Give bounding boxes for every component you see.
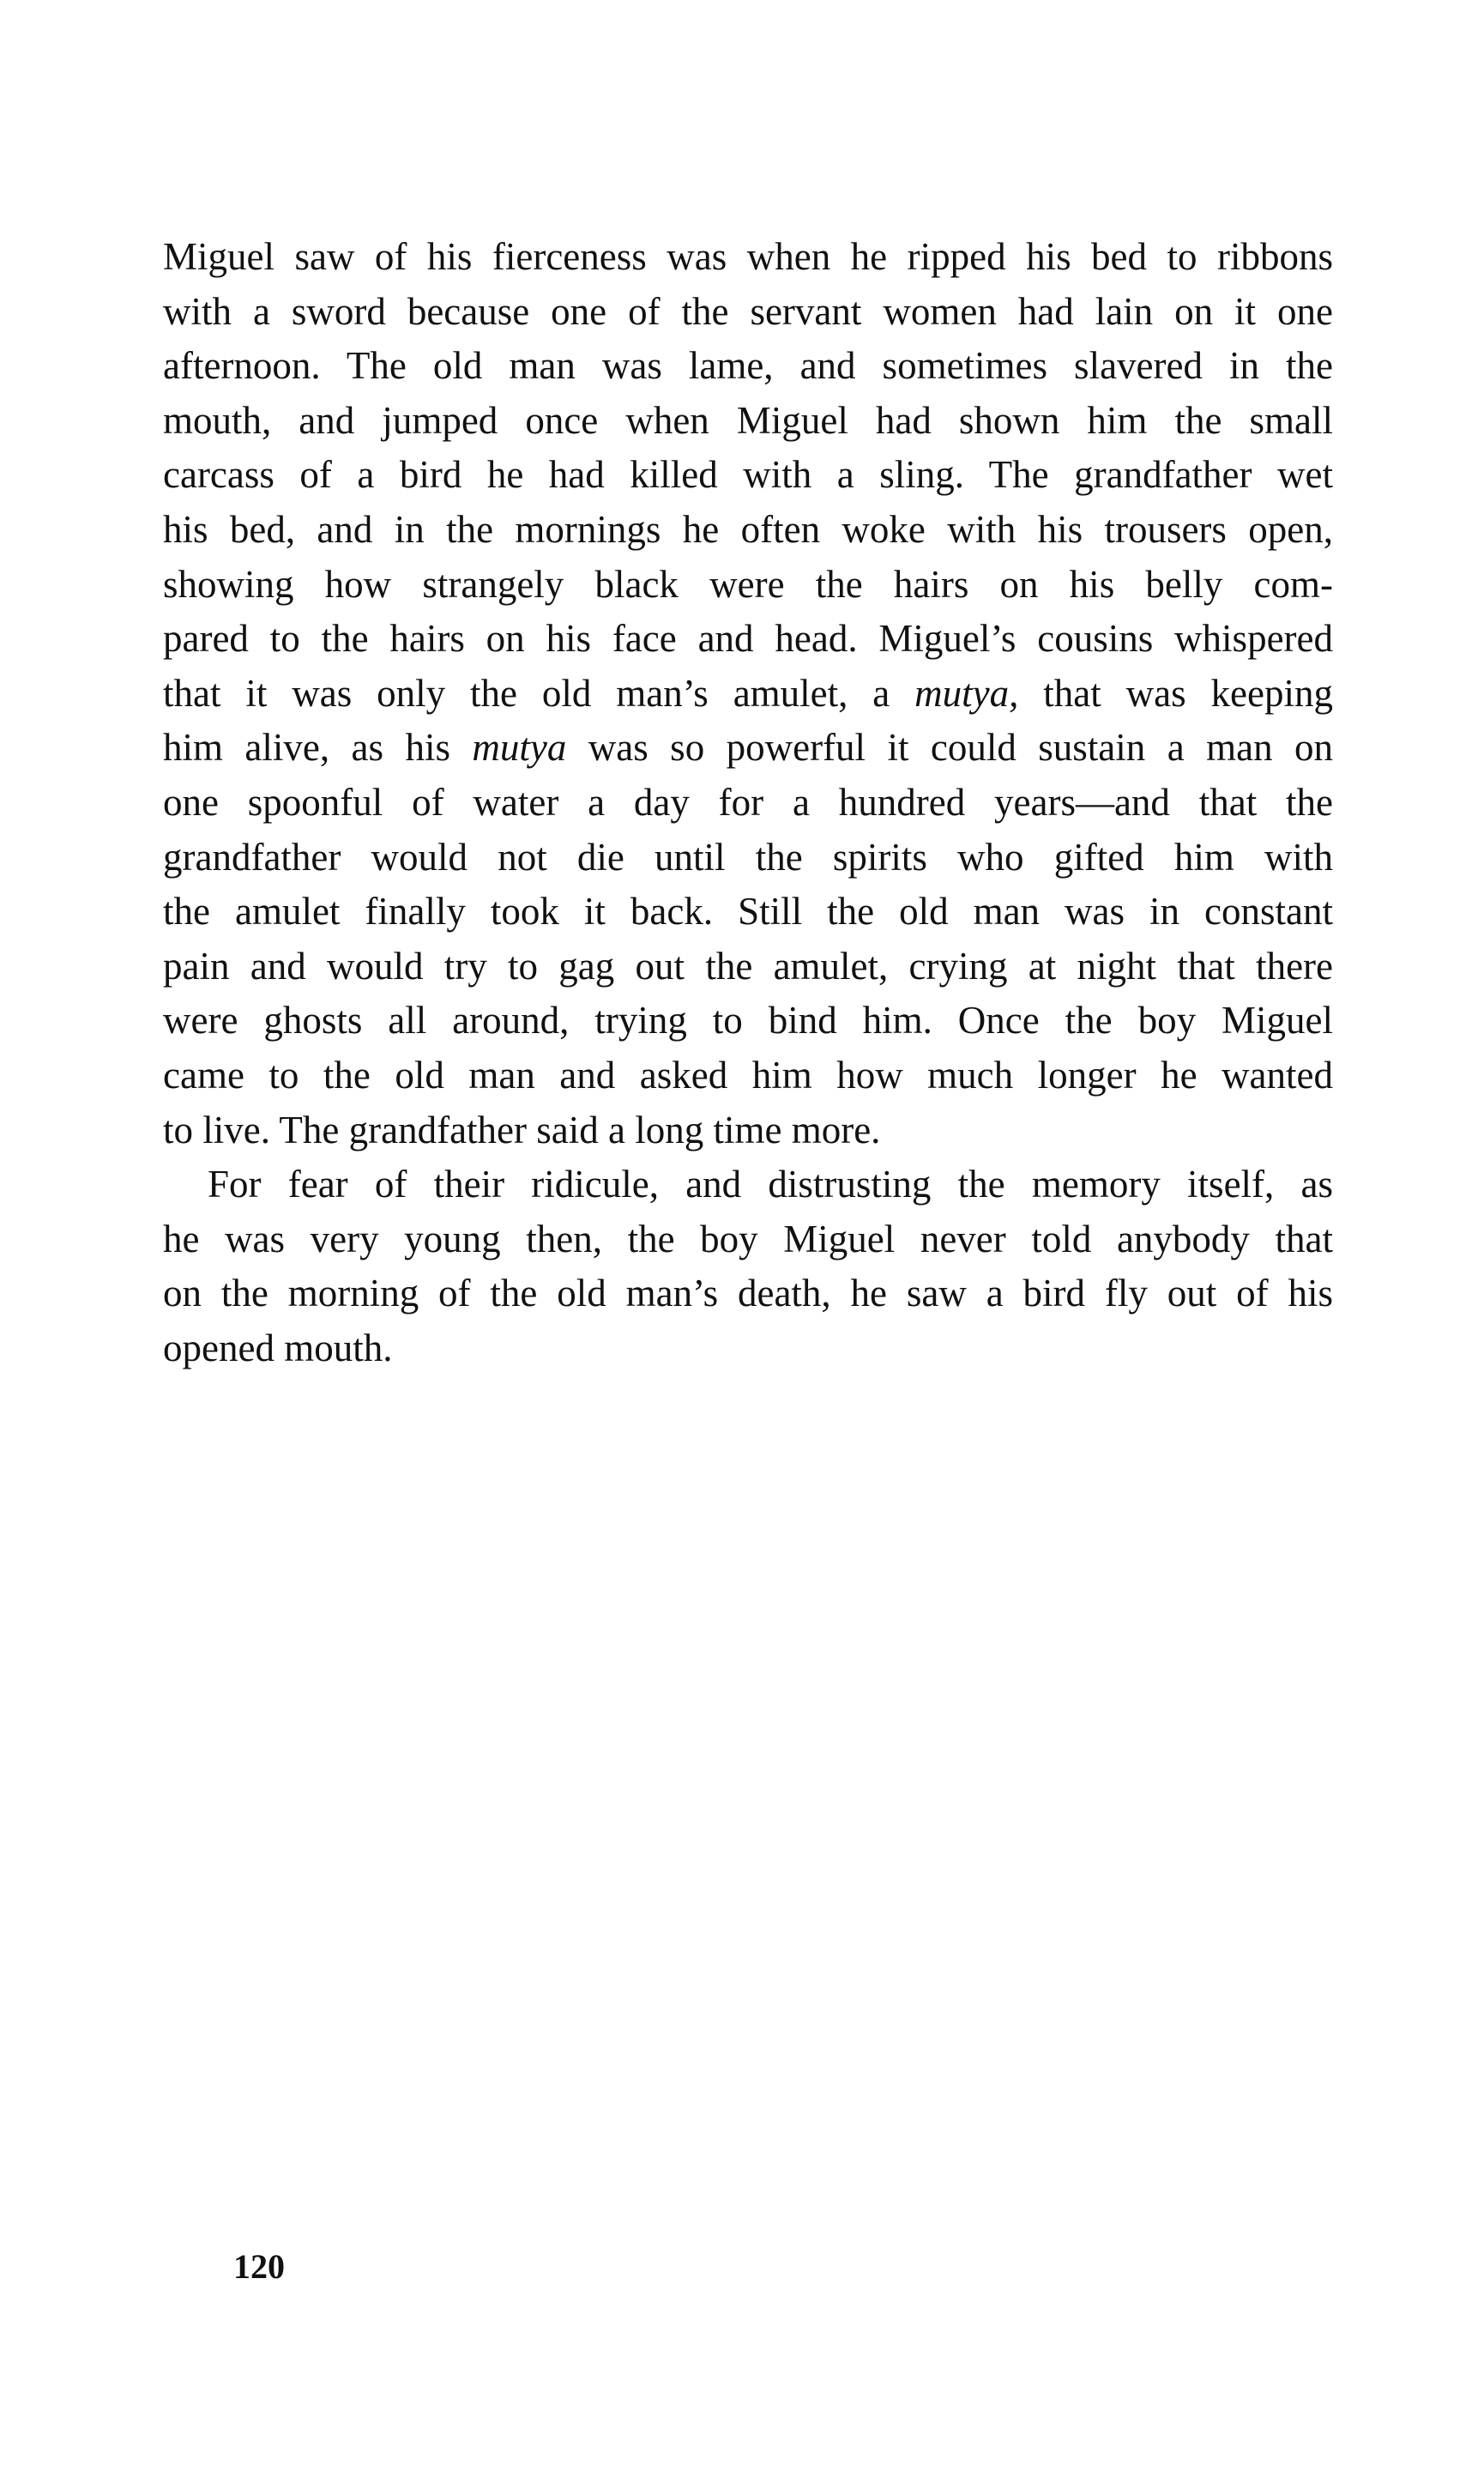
paragraph <box>163 230 1333 1157</box>
text-line: his bed, and in the mornings he often woke with his trousers open, <box>163 507 1333 551</box>
paragraph <box>163 1157 1333 1375</box>
text-line: him alive, as his mutya was so powerful it could sustain a man on <box>163 726 1333 770</box>
text-line: carcass of a bird he had killed with a sling. The grandfather wet <box>163 453 1333 497</box>
text-line: For fear of their ridicule, and distrusting the memory itself, as <box>208 1163 1333 1206</box>
text-line: to live. The grandfather said a long time more. <box>163 1108 881 1151</box>
body-text <box>163 230 1333 1375</box>
text-line: came to the old man and asked him how much longer he wanted <box>163 1053 1333 1097</box>
text-line: mouth, and jumped once when Miguel had shown him the small <box>163 398 1333 442</box>
text-line: on the morning of the old man’s death, he saw a bird fly out of his <box>163 1272 1333 1315</box>
text-line: he was very young then, the boy Miguel never told anybody that <box>163 1217 1333 1260</box>
text-line: one spoonful of water a day for a hundred years—and that the <box>163 780 1333 824</box>
text-line: showing how strangely black were the hairs on his belly com- <box>163 562 1333 606</box>
text-line: were ghosts all around, trying to bind him. Once the boy Miguel <box>163 999 1333 1043</box>
text-line: afternoon. The old man was lame, and sometimes slavered in the <box>163 344 1333 388</box>
text-line: pain and would try to gag out the amulet, crying at night that there <box>163 944 1333 988</box>
text-line: Miguel saw of his fierceness was when he ripped his bed to ribbons <box>163 235 1333 278</box>
text-line: pared to the hairs on his face and head. Miguel’s cousins whispered <box>163 617 1333 661</box>
text-line: the amulet finally took it back. Still the old man was in constant <box>163 890 1333 934</box>
italic-term: mutya, <box>914 671 1019 715</box>
italic-term: mutya <box>472 726 567 770</box>
text-line: opened mouth. <box>163 1326 393 1369</box>
page-number: 120 <box>233 2247 285 2286</box>
text-line: that it was only the old man’s amulet, a mutya, that was keeping <box>163 671 1333 715</box>
text-line: grandfather would not die until the spirits who gifted him with <box>163 835 1333 879</box>
text-line: with a sword because one of the servant women had lain on it one <box>163 289 1333 333</box>
